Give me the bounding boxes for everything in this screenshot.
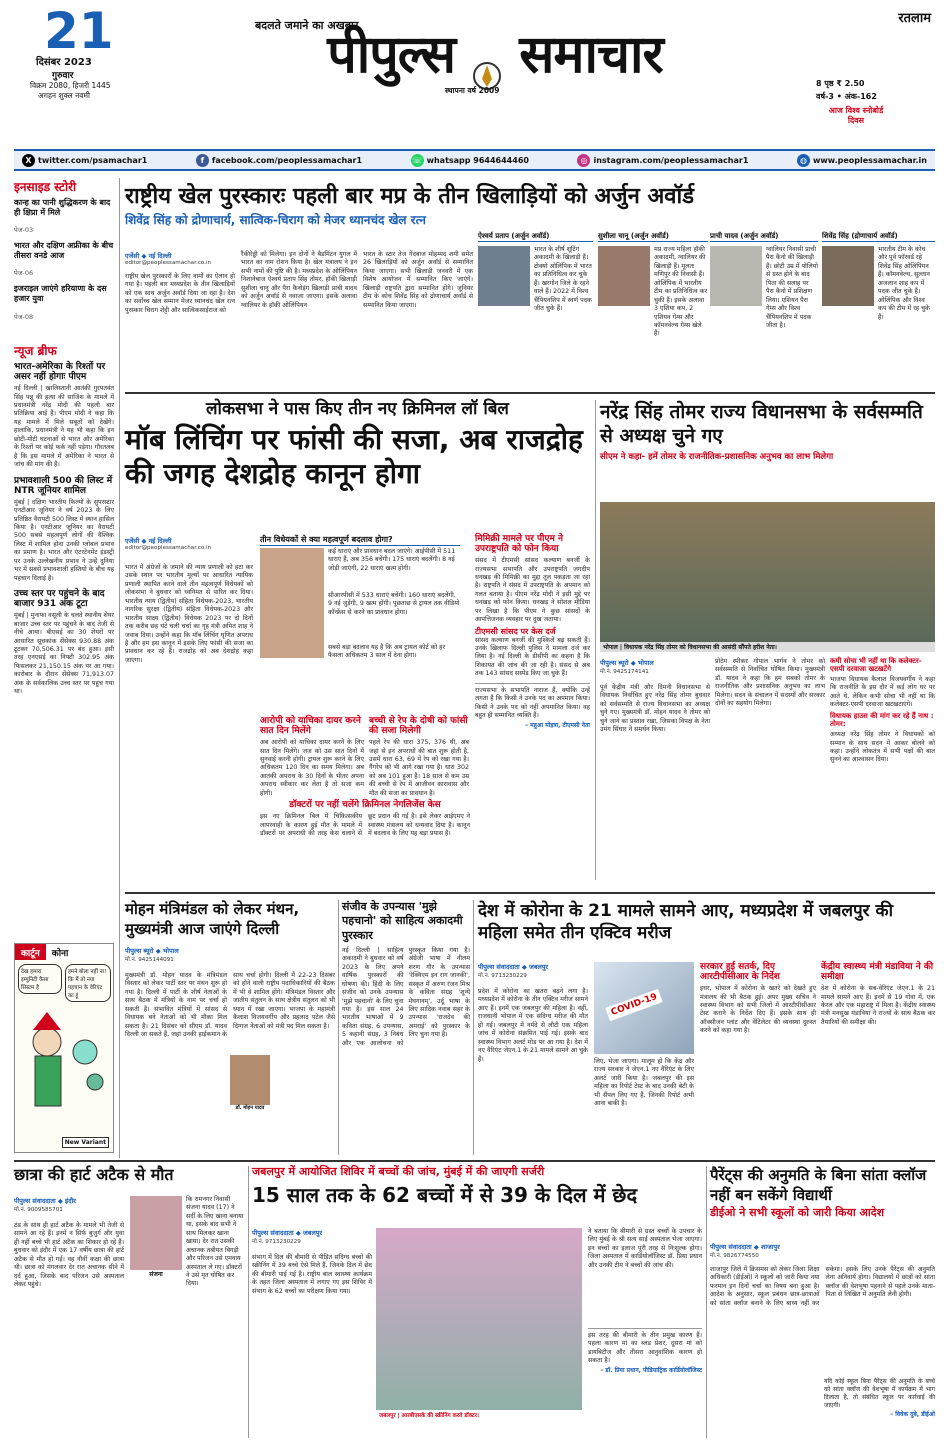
mohan-photo-box bbox=[230, 1055, 270, 1113]
cartoon-drawing bbox=[15, 1002, 113, 1152]
box-title: तीन विधेयकों से क्या महत्वपूर्ण बदलाव होगा? bbox=[260, 534, 460, 546]
brief-headline: प्रभावशाली 500 की लिस्ट में NTR जूनियर शामिल bbox=[14, 475, 113, 496]
assembly-photo bbox=[600, 502, 935, 642]
masthead-name-left: पीपुल्स bbox=[327, 25, 456, 85]
date-day: 21 bbox=[44, 2, 114, 60]
city-name: रतलाम bbox=[898, 11, 931, 26]
box-point: कई धाराएं और प्रावधान बदल जाएंगे। आईपीसी में 511 धाराएं हैं, अब 356 बचेंगी। 175 धाराएं बदलेंगी। 8 नई जोड़ी जाएंगी, 22 धाराएं खत्म होंगी। bbox=[328, 548, 456, 572]
brief-headline: उच्च स्तर पर पहुंचने के बाद बाजार 931 अंक टूटा bbox=[14, 589, 105, 610]
established: स्थापना वर्ष 2009 bbox=[445, 86, 500, 95]
phone: मो.नं. 9713230229 bbox=[478, 973, 527, 979]
amit-shah-photo bbox=[260, 548, 324, 658]
sanjeev-headline: संजीव के उपन्यास 'मुझे पहचानो' को साहित्य अकादमी पुरस्कार bbox=[342, 900, 463, 942]
player-name: शिवेंद्र सिंह (द्रोणाचार्य अवॉर्ड) bbox=[822, 232, 935, 242]
student-photo bbox=[130, 1196, 182, 1270]
camp-body: ने बताया कि बीमारी से ग्रस्त बच्चों के उपचार के लिए मुंबई के श्री सत्य साईं अस्पताल भेजा जाएगा। इन बच्चों का इलाज पूरी तरह से निःशुल्क होगा। जिला अस्पताल में कार्डियोलॉजिस्ट डॉ. प्रिया प्रधान और उनकी टीम ने बच्चों की जांच की। bbox=[588, 1228, 702, 1269]
volume: वर्ष-3 • अंक-162 bbox=[816, 92, 877, 101]
corona-body: प्रदेश में कोरोना का खतरा बढ़ने लगा है। मध्यप्रदेश में कोरोना के तीन एक्टिव मरीज सामने आए हैं। इनमें एक जबलपुर की महिला है। वहीं, राजधानी भोपाल में एक संदिग्ध मरीज की मौत हो गई। जबलपुर में नर्मदे से लौटी एक महिला जांच में कोरोना संक्रमित पाई गई। इसके बाद स्वास्थ्य विभाग अलर्ट मोड पर आ गया है। देश में नए वैरिएंट जेएन.1 के 21 मामले सामने आ चुके हैं। bbox=[478, 988, 588, 1063]
bill-changes-box bbox=[260, 534, 460, 712]
quote-author: – महुआ मोइत्रा, टीएमसी नेता bbox=[525, 721, 590, 729]
sports-subheadline: शिवेंद्र सिंह को द्रोणाचार्य, सात्विक-चिराग को मेजर ध्यानचंद खेल रत्न bbox=[125, 212, 426, 227]
cartoon-subtitle: कोना bbox=[51, 949, 69, 959]
x-icon: X bbox=[22, 154, 35, 167]
byline: पीपुल्स ब्यूरो ◆ भोपाल bbox=[125, 947, 179, 955]
byline: पीपुल्स संवाददाता ◆ इंदौर bbox=[14, 1197, 76, 1205]
box-point: सीआरपीसी में 533 धाराएं बचेंगी। 160 धाराएं बदलेंगी, 9 नई जुड़ेंगी, 9 खत्म होंगी। पूछताछ से ट्रायल तक वीडियो कॉन्फ्रेंस से करने का प्रावधान होगा। bbox=[328, 592, 460, 616]
brief-headline: भारत-अमेरिका के रिश्तों पर असर नहीं होगाः पीएम bbox=[14, 362, 106, 383]
social-whatsapp[interactable]: ☏ whatsapp 9644644460 bbox=[412, 155, 529, 165]
byline: पीपुल्स संवाददाता ◆ शाजापुर bbox=[710, 1243, 780, 1251]
mohan-body: मुख्यमंत्री डॉ. मोहन यादव के मंत्रिमंडल विस्तार को लेकर पार्टी स्तर पर मंथन शुरू हो गया है। दिल्ली में पार्टी के शीर्ष नेताओं के साथ बैठक में मंत्रियों के नाम पर चर्चा हो सकती है। संभावित मंत्रियों में सांसद से विधायक बने नेताओं को भी मौका मिल सकता है। 21 दिसंबर को सीएम डॉ. यादव दिल्ली जा सकते हैं, जहां उनकी हाईकमान के साथ चर्चा होगी। दिल्ली में 22-23 दिसंबर को होने वाली राष्ट्रीय पदाधिकारियों की बैठक में भी वे शामिल होंगे। मंत्रिमंडल विस्तार और जातीय संतुलन के साथ क्षेत्रीय संतुलन को भी ध्यान में रखा जाएगा। भाजपा के महामंत्री कैलाश विजयवर्गीय और प्रहलाद पटेल जैसे दिग्गज नेताओं को मंत्री पद मिल सकता है। bbox=[125, 972, 335, 1039]
side-body: इधर, भोपाल में कोरोना के खतरे को देखते हुए मंत्रालय की भी बैठक हुई। अपर मुख्य सचिव ने स्वास्थ्य विभाग को सभी जिलों में आरटीपीसीआर टेस्ट कराने के निर्देश दिए हैं। इसके साथ ही ऑक्सीजन प्लांट और वेंटिलेटर की व्यवस्था दुरुस्त करने को कहा गया है। bbox=[700, 985, 816, 1035]
inside-item[interactable]: भारत और दक्षिण अफ्रीका के बीच तीसरा वनडे आज पेज-06 bbox=[14, 241, 114, 278]
santa-story bbox=[710, 1166, 935, 1438]
camp-kicker: जबलपुर में आयोजित शिविर में बच्चों की जांच, मुंबई में की जाएगी सर्जरी bbox=[252, 1165, 545, 1178]
sports-body: रैंकीरेड्डी को मिलेगा। इन दोनों ने बैडमिंटन युगल में भारत का नाम रोशन किया है। खेल मंत्रालय ने इन सभी नामों की पुष्टि की है। मध्यप्रदेश के ओलिंपियन निशानेबाज ऐश्वर्य प्रताप सिंह तोमर, हॉकी खिलाड़ी सुशीला चानू और पैरा कैनोइंग खिलाड़ी प्राची यादव को अर्जुन अवॉर्ड से नवाजा जाएगा। इसके अलावा ग्वालियर के हॉकी ओलिंपियन bbox=[241, 251, 357, 309]
crime-kicker: लोकसभा ने पास किए तीन नए क्रिमिनल लॉ बिल bbox=[206, 399, 509, 419]
box-point: सबसे बड़ा बदलाव यह है कि अब ट्रायल कोर्ट को हर फैसला अधिकतम 3 साल में देना होगा। bbox=[328, 644, 446, 660]
player-name: प्राची यादव (अर्जुन अवॉर्ड) bbox=[710, 232, 818, 242]
sports-headline: राष्ट्रीय खेल पुरस्कारः पहली बार मप्र के तीन खिलाड़ियों को अर्जुन अवॉर्ड bbox=[125, 184, 695, 209]
byline: एजेंसी ◆ नई दिल्ली bbox=[125, 252, 172, 260]
phone: मो.नं. 9425144091 bbox=[125, 957, 174, 963]
brief-body: नई दिल्ली | खालिस्तानी आतंकी गुरपतवंत सिंह पन्नू की हत्या की साजिश के मामले में प्रधानमंत्री नरेंद्र मोदी की पहली बार प्रतिक्रिया आई है। पीएम मोदी ने कहा कि यह मामले में मिले सबूतों को देखेंगे। हालांकि, प्रधानमंत्री ने यह भी कहा कि इन छोटी-मोटी घटनाओं से भारत और अमेरिका के रिश्तों पर कोई फर्क नहीं पड़ेगा। गौरतलब है कि इस मामले में अमेरिका ने भारत से जांच की मांग की है। bbox=[14, 385, 114, 469]
instagram-icon: ◎ bbox=[577, 154, 590, 167]
player-card bbox=[710, 232, 818, 382]
side-body: भाजपा विधायक कैलाश विजयवर्गीय ने कहा कि राजनीति के इस दौर में कई लोग घर पर आते थे, लेकिन कभी सोचा भी नहीं था कि कलेक्टर-एसपी दरवाजा खटखटाएंगे। bbox=[830, 675, 935, 708]
player-name: सुशीला चानू (अर्जुन अवॉर्ड) bbox=[598, 232, 708, 242]
player-text: भारत के शीर्ष शूटिंग अकादमी के खिलाड़ी हैं। टोक्यो ओलिंपिक में भारत का प्रतिनिधित्व कर चुके हैं। खरगोन जिले के रहने वाले हैं। 2022 में विश्व चैंपियनशिप में स्वर्ण पदक जीत चुके हैं। bbox=[534, 246, 592, 313]
tomar-headline: नरेंद्र सिंह तोमर राज्य विधानसभा के सर्वसम्मति से अध्यक्ष चुने गए bbox=[600, 401, 923, 448]
side-headline: सरकार हुई सतर्क, दिए आरटीपीसीआर के निर्देश bbox=[700, 962, 780, 983]
heart-camp-story bbox=[252, 1166, 702, 1438]
brief-body: मुंबई | मुनाफा वसूली के चलते स्थानीय शेयर बाजार उच्च स्तर पर पहुंचने के बाद तेजी से नीचे आया। बीएसई का 30 शेयरों पर आधारित सूचकांक सेंसेक्स 930.88 अंक टूटकर 70,506.31 पर बंद हुआ। इसी तरह एनएसई का निफ्टी 302.95 अंक फिसलकर 21,150.15 अंक पर आ गया। कारोबार के दौरान सेंसेक्स 71,913.07 अंक के सर्वकालिक उच्च स्तर पर पहुंच गया था। bbox=[14, 612, 114, 696]
inside-item[interactable]: इजराइल जाएंगे हरियाणा के दस हजार युवा पेज-08 bbox=[14, 284, 107, 321]
email: editor@peoplessamachar.co.in bbox=[125, 545, 212, 551]
brief-title: न्यूज ब्रीफ bbox=[14, 344, 57, 358]
byline: पीपुल्स संवाददाता ◆ जबलपुर bbox=[252, 1229, 323, 1237]
camp-photo bbox=[376, 1228, 582, 1410]
sanjeev-body: नई दिल्ली | साहित्य अकादमी ने बुधवार को वर्ष 2023 के लिए अपने वार्षिक पुरस्कारों की घोषणा की। हिंदी के लिए संजीव को उनके उपन्यास 'मुझे पहचानो' के लिए चुना गया है। इस साल 24 भारतीय भाषाओं में 9 कविता संग्रह, 6 उपन्यास, 5 कहानी संग्रह, 3 निबंध और एक आलोचना को पुरस्कृत किया गया है। अंग्रेजी भाषा में नीलम शरण गौर के उपन्यास 'रेक्विएम इन राग जानकी', संस्कृत में अरुण रंजन मिश्र के कविता संग्रह 'शून्ये मेघगानम्', उर्दू भाषा के लिए सादिक नवाब सहर के उपन्यास 'राजदेव की अमराई' को पुरस्कार के लिए चुना गया है। bbox=[342, 946, 470, 1047]
photo-caption: जबलपुर | आरबीएसके की स्क्रीनिंग करते डॉक्टर। bbox=[376, 1410, 582, 1420]
byline: पीपुल्स ब्यूरो ◆ भोपाल bbox=[600, 659, 654, 667]
player-photo bbox=[478, 246, 530, 306]
inside-title: इनसाइड स्टोरी bbox=[14, 180, 77, 194]
student-body: ठंड के साथ ही हार्ट अटैक के मामले भी तेजी से सामने आ रहे हैं। इनमें न सिर्फ बुजुर्ग और युवा ही नहीं बच्चे भी हार्ट अटैक का शिकार हो रहे हैं। बुधवार को इंदौर में एक 17 वर्षीय छात्रा की हार्ट अटैक से मौत हो गई। वह नौवीं कक्षा की छात्रा थी। छात्रा को मंगलवार देर रात अचानक सीने में दर्द हुआ, जिसके बाद परिजन उसे अस्पताल लेकर पहुंचे। bbox=[14, 1222, 124, 1289]
social-bar bbox=[14, 149, 935, 171]
phone: मो.नं. 9425174141 bbox=[600, 669, 649, 675]
sub-body: अब आरोपी को याचिका दायर करने के लिए सात दिन मिलेंगे। जज को उस सात दिनों में सुनवाई करनी होगी। ट्रायल शुरू करने के लिए अधिकतम 120 दिन का समय मिलेगा। अब आतंकी अपराध के 30 दिनों के भीतर अपना अपराध स्वीकार कर लेता है तो सजा कम होगी। bbox=[260, 739, 364, 797]
sub-body: पहले रेप की धारा 375, 376 थी, अब जहां से इन अपराधों की बात शुरू होती है, उसमें धारा 63, 69 में रेप को रखा गया है। गैंगरेप को भी आगे रखा गया है। धारा 302 को अब 101 हुआ है। 18 साल से कम उम्र की बच्ची से रेप में आजीवन कारावास और मौत की सजा का प्रावधान है। bbox=[369, 739, 469, 797]
vikram-samvat: विक्रम 2080, हिजरी 1445 bbox=[30, 81, 111, 90]
tomar-body: प्रोटेम स्पीकर गोपाल भार्गव ने तोमर को सर्वसम्मति से निर्वाचित घोषित किया। मुख्यमंत्री डॉ. यादव ने कहा कि हम सबको तोमर के राजनीतिक और प्रशासनिक अनुभव का लाभ मिलेगा। सदन के संचालन में सदस्यों और सरकार दोनों का सहयोग मिलेगा। bbox=[715, 658, 825, 708]
sports-body: भारत के स्टार तेज गेंदबाज मोहम्मद शमी समेत 26 खिलाड़ियों को अर्जुन अवॉर्ड से सम्मानित किया जाएगा। सभी खिलाड़ी जनवरी में एक विशेष आयोजन में सम्मानित किए जाएंगे। खिलाड़ी राष्ट्रपति द्वारा सम्मानित होंगे। जूनियर टीम के कोच शिवेंद्र सिंह को द्रोणाचार्य अवॉर्ड से सम्मानित किया जाएगा। bbox=[363, 251, 473, 309]
social-twitter[interactable]: X twitter.com/psamachar1 bbox=[22, 154, 147, 167]
photo-caption: डॉ. मोहन यादव bbox=[230, 1105, 270, 1111]
tomar-subheadline: सीएम ने कहा- हमें तोमर के राजनीतिक-प्रशासनिक अनुभव का लाभ मिलेगा bbox=[600, 451, 834, 462]
special-day: आज विश्व स्नोबोर्ड दिवस bbox=[828, 106, 884, 125]
cartoon-bubble: हमने बोला नहीं ना! कि मैं तो नया पहचान के वेरिएंट का हूं bbox=[65, 964, 111, 1002]
month-year: दिसंबर 2023 bbox=[36, 57, 92, 68]
player-text: भारतीय टीम के कोच और पूर्व फॉरवर्ड रहे शिवेंद्र सिंह ओलिंपियन हैं। कॉमनवेल्थ, सुल्तान अजलान शाह कप में पदक जीत चुके हैं। ओलिंपिक और विश्व कप की टीम में रह चुके हैं। bbox=[878, 246, 930, 321]
tmc-body: सांसद कल्याण बनर्जी की मुश्किलें बढ़ सकती हैं। उनके खिलाफ दिल्ली पुलिस ने मामला दर्ज कर लिया है। नई दिल्ली के डीसीपी का कहना है कि शिकायत की जांच की जा रही है। संसद से अब तक 143 सांसद सस्पेंड किए जा चुके हैं। bbox=[475, 636, 590, 678]
player-photo bbox=[822, 246, 874, 306]
quote-author: – विवेक दुबे, डीईओ bbox=[890, 1411, 935, 1419]
mahua-quote: राज्यसभा के सभापति नाराज हैं, क्योंकि उन्हें लगता है कि किसी ने उनके पद का अपमान किया। किसी ने उनके पद को नहीं अपमानित किया। वह बहुत ही सम्मानित व्यक्ति हैं। bbox=[475, 683, 590, 721]
tmc-headline: टीएमसी सांसद पर केस दर्ज bbox=[475, 626, 556, 636]
sub-body: इस नए क्रिमिनल बिल में चिकित्सकीय लापरवाही के कारण हुई मौत के मामले में डॉक्टरों पर अपराधी की तरह केस चलाने से छूट प्रदान की गई है। इसे लेकर आईएमए ने स्वास्थ्य मंत्रालय को धन्यवाद दिया है। कानून में बदलाव के लिए यह बड़ा प्रयास है। bbox=[260, 813, 470, 837]
phone: मो.नं. 9826774550 bbox=[710, 1253, 759, 1259]
photo-caption: संजना bbox=[149, 1271, 163, 1278]
mimicry-body: संसद में टीएमसी सांसद कल्याण बनर्जी के राज्यसभा सभापति और उपराष्ट्रपति जगदीप धनखड़ की मिमिक्री का मुद्दा तूल पकड़ता जा रहा है। राष्ट्रपति ने संसद में उपराष्ट्रपति के अपमान को गलत बताया है। पीएम नरेंद्र मोदी ने इसी मुद्दे पर धनखड़ को फोन किया। धनखड़ ने सोशल मीडिया पर लिखा है कि पीएम ने कुछ सांसदों के आपत्तिजनक व्यवहार पर दुख जताया। bbox=[475, 557, 590, 624]
player-text: ग्वालियर निवासी प्राची पैरा कैनो की खिलाड़ी हैं। छोटी उम्र में पोलियो से ग्रस्त होने के बाद पिता की सलाह पर पैरा कैनो में प्रशिक्षण लिया। एशियन पैरा गेम्स और विश्व चैंपियनशिप में पदक जीता है। bbox=[766, 246, 818, 329]
crime-law-story bbox=[125, 400, 590, 880]
side-headline: कमी सोचा भी नहीं था कि कलेक्टर-एसपी दरवाजा खटखटेंगे bbox=[830, 657, 922, 673]
sanjeev-story bbox=[342, 900, 470, 1155]
player-text: मप्र राज्य महिला हॉकी अकादमी, ग्वालियर की खिलाड़ी हैं। मूलतः मणिपुर की निवासी हैं। ओलिंपिक में भारतीय टीम का प्रतिनिधित्व कर चुकी हैं। इसके अलावा 3 एशिया कप, 2 एशियन गेम्स और कॉमनवेल्थ गेम्स खेले हैं। bbox=[654, 246, 708, 338]
phone: मो.नं. 9009585701 bbox=[14, 1207, 63, 1213]
tomar-story bbox=[600, 400, 935, 880]
byline: पीपुल्स संवाददाता ◆ जबलपुर bbox=[478, 963, 549, 971]
tomar-body: पूर्व केंद्रीय मंत्री और दिमनी विधानसभा से विधायक निर्वाचित हुए नरेंद्र सिंह तोमर बुधवार को सर्वसम्मति से राज्य विधानसभा का अध्यक्ष चुने गए। मुख्यमंत्री डॉ. मोहन यादव ने तोमर को चुने जाने का प्रस्ताव रखा, जिसका विपक्ष के नेता उमंग सिंघार ने समर्थन किया। bbox=[600, 684, 710, 734]
masthead-name-right: समाचार bbox=[519, 25, 663, 85]
cartoon-title: कार्टून bbox=[15, 944, 46, 960]
social-website[interactable]: ◍ www.peoplessamachar.in bbox=[797, 154, 927, 167]
corona-story bbox=[478, 900, 935, 1155]
phone: मो.नं. 9713230229 bbox=[252, 1239, 301, 1245]
inside-item[interactable]: कान्ह का पानी शुद्धिकरण के बाद ही क्षिप्रा में मिले पेज-03 bbox=[14, 198, 111, 235]
corona-headline: देश में कोरोना के 21 मामले सामने आए, मध्यप्रदेश में जबलपुर की महिला समेत तीन एक्टिव मरीज bbox=[478, 901, 893, 944]
paksha: अगहन शुक्ल नवमी bbox=[38, 91, 90, 100]
side-body: अध्यक्ष नरेंद्र सिंह तोमर ने विधायकों को सम्मान के साथ सदन में आकर बोलने को कहा। उन्होंने लोकतंत्र में सभी पक्षों की बात सुनने का आश्वासन दिया। bbox=[830, 731, 935, 764]
byline: एजेंसी ◆ नई दिल्ली bbox=[125, 537, 172, 545]
deo-quote: यदि कोई स्कूल बिना पैरेंट्स की अनुमति के बच्चे को सांता क्लॉज की वेशभूषा में कार्यक्रम में भाग दिलाता है, तो संबंधित स्कूल पर कार्रवाई की जाएगी। – विवेक दुबे, डीईओ bbox=[824, 1378, 935, 1419]
tagline: बदलते जमाने का अखबार bbox=[255, 19, 359, 32]
quote-author: – डॉ. प्रिया प्रधान, पीडियाट्रिक कार्डियोलॉजिस्ट bbox=[600, 1366, 702, 1374]
player-name: ऐश्वर्य प्रताप (अर्जुन अवॉर्ड) bbox=[478, 232, 593, 242]
side-body: देश में कोरोना के सब-वेरिएंट जेएन.1 के 21 मामले सामने आए हैं। इनमें से 19 गोवा में, एक केरल और एक महाराष्ट्र में मिला है। केंद्रीय स्वास्थ्य मंत्री मनसुख मंडाविया ने राज्यों के साथ बैठक कर तैयारियों की समीक्षा की। bbox=[821, 985, 935, 1026]
globe-icon: ◍ bbox=[797, 154, 810, 167]
covid-label: COVID-19 bbox=[605, 989, 663, 1021]
mohan-photo bbox=[230, 1055, 270, 1105]
edition-box bbox=[800, 8, 935, 125]
inside-story bbox=[14, 178, 114, 338]
side-headline: विधायक हाउस की मांग कर रहे हैं नाथ : तोमर: bbox=[830, 712, 934, 729]
cartoon-bubble: देख हमारा इम्युनिटी कैसा सिस्टम है bbox=[18, 964, 62, 994]
subhead: आरोपी को याचिका दायर करने सात दिन मिलेंगे bbox=[260, 716, 361, 737]
pen-logo-icon bbox=[472, 43, 502, 73]
santa-body: शाजापुर जिले में क्रिसमस को लेकर जिला शिक्षा अधिकारी (डीईओ) ने स्कूलों को जारी किया नया फरमान इन दिनों चर्चा का विषय बना हुआ है। आदेश के अनुसार, स्कूल प्रबंधन छात्र-छात्राओं को सांता क्लॉज बनाने के लिए बाध्य नहीं कर सकेगा। इसके लिए उनके पैरेंट्स की अनुमति लेना अनिवार्य होगा। विद्यालयों में छात्रों को सांता क्लॉज की वेशभूषा पहनाने से पहले उनके माता-पिता से लिखित में अनुमति लेनी होगी। bbox=[710, 1266, 935, 1307]
email: editor@peoplessamachar.co.in bbox=[125, 260, 212, 266]
weekday: गुरुवार bbox=[52, 71, 74, 81]
santa-headline: पैरेंट्स की अनुमति के बिना सांता क्लॉज नहीं बन सकेंगे विद्यार्थी bbox=[710, 1166, 927, 1204]
student-body: कि रामनगर निवासी संजना यादव (17) ने सर्दी के लिए खाना बनाया था, इसके बाद सभी ने साथ मिलकर खाना खाया। देर रात उसकी अचानक तबीयत बिगड़ी और परिजन उसे एमवाय अस्पताल ले गए। डॉक्टरों ने उसे मृत घोषित कर दिया। bbox=[186, 1196, 244, 1288]
photo-caption: भोपाल | विधायक नरेंद्र सिंह तोमर को विधानसभा की आसंदी सौंपते हरीश नेता। bbox=[600, 642, 935, 652]
date-box bbox=[14, 2, 144, 100]
student-headline: छात्रा की हार्ट अटैक से मौत bbox=[14, 1165, 174, 1184]
doctor-quote: इस तरह की बीमारी के तीन प्रमुख कारण हैं। पहला कारण मां का ब्लड प्रेशर, दूसरा मां को डायबिटीज और तीसरा आनुवांशिक कारण हो सकता है। – डॉ. प्रिया प्रधान, पीडियाट्रिक कार्डियोलॉजिस्ट bbox=[588, 1328, 702, 1438]
camp-body: संभाग में दिल की बीमारी से पीड़ित संदिग्ध बच्चों की स्क्रीनिंग में 39 बच्चे ऐसे मिले हैं, जिनके दिल में छेद की बीमारी पाई गई है। राष्ट्रीय बाल स्वास्थ्य कार्यक्रम के तहत जिला अस्पताल में लगाए गए इस शिविर में संभाग के 62 बच्चों का परीक्षण किया गया। bbox=[252, 1254, 372, 1295]
side-headline: केंद्रीय स्वास्थ्य मंत्री मंडाविया ने की समीक्षा bbox=[821, 962, 934, 983]
player-card bbox=[598, 232, 708, 382]
crime-headline: मॉब लिंचिंग पर फांसी की सजा, अब राजद्रोह की जगह देशद्रोह कानून होगा bbox=[125, 423, 583, 491]
mimicry-headline: मिमिक्री मामले पर पीएम ने उपराष्ट्रपति को फोन किया bbox=[475, 534, 563, 555]
social-facebook[interactable]: f facebook.com/peoplessamachar1 bbox=[196, 154, 362, 167]
cartoon-tag: New Variant bbox=[62, 1137, 109, 1148]
masthead bbox=[195, 4, 795, 100]
brief-body: मुंबई | दक्षिण भारतीय फिल्मों के सुपरस्टार एनटीआर जूनियर ने वर्ष 2023 के लिए प्रतिष्ठित वैरायटी 500 लिस्ट में स्थान हासिल किया है। एनटीआर जूनियर का वैरायटी 500 सबसे महत्वपूर्ण लोगों की वैश्विक लिस्ट में शामिल होना उनकी ग्लोबल प्रभाव का प्रमाण है। भारत और एंटरटेनमेंट इंडस्ट्री पर उनके उल्लेखनीय प्रभाव ने उन्हें दुनिया भर में सबसे प्रभावशाली हस्तियों के बीच यह पहचान दिलाई है। bbox=[14, 498, 114, 582]
player-photo bbox=[710, 246, 762, 306]
corona-body: लिए, भेजा जाएगा। मालूम हो कि केंद्र और राज्य सरकार ने जेएन.1 नए वैरिएंट के लिए अलर्ट जारी किया है। जबलपुर की इस महिला का रिपोर्ट टेस्ट के बाद उनकी बेटी के भी सैंपल लिए गए हैं, जिनकी रिपोर्ट अभी आना बाकी है। bbox=[594, 1058, 694, 1108]
player-card bbox=[478, 232, 593, 382]
subhead: डॉक्टरों पर नहीं चलेंगे क्रिमिनल नेगलिजेंस केस bbox=[289, 800, 441, 810]
price: 8 पृष्ठ ₹ 2.50 bbox=[816, 79, 865, 88]
student-story bbox=[14, 1166, 244, 1438]
sports-body: राष्ट्रीय खेल पुरस्कारों के लिए नामों का ऐलान हो गया है। पहली बार मध्यप्रदेश के तीन खिलाड़ियों को एक साथ अर्जुन अवॉर्ड दिया जा रहा है। देश का सर्वोच्च खेल सम्मान मेजर ध्यानचंद खेल रत्न पुरस्कार चिराग शेट्टी और सात्विकसाईराज को bbox=[125, 273, 235, 314]
santa-subheadline: डीईओ ने सभी स्कूलों को जारी किया आदेश bbox=[710, 1206, 885, 1219]
mohan-headline: मोहन मंत्रिमंडल को लेकर मंथन, मुख्यमंत्री आज जाएंगे दिल्ली bbox=[125, 900, 300, 938]
cartoon-box bbox=[14, 943, 114, 1153]
facebook-icon: f bbox=[196, 154, 209, 167]
player-card bbox=[822, 232, 935, 382]
player-photo bbox=[598, 246, 650, 306]
covid-photo bbox=[594, 962, 694, 1054]
camp-headline: 15 साल तक के 62 बच्चों में से 39 के दिल में छेद bbox=[252, 1183, 638, 1208]
news-brief bbox=[14, 342, 114, 942]
whatsapp-icon: ☏ bbox=[412, 155, 423, 165]
mohan-story bbox=[125, 900, 335, 1155]
social-instagram[interactable]: ◎ instagram.com/peoplessamachar1 bbox=[577, 154, 748, 167]
crime-body: भारत में अंग्रेजों के जमाने की न्याय प्रणाली को हटा कर उसके स्थान पर भारतीय मूल्यों पर आधारित न्यायिक प्रणाली स्थापित करने वाले तीन महत्वपूर्ण विधेयकों को लोकसभा ने बुधवार को ध्वनिमत से पारित कर दिया। भारतीय न्याय (द्वितीय) संहिता विधेयक-2023, भारतीय नागरिक सुरक्षा (द्वितीय) संहिता विधेयक-2023 और भारतीय साक्ष्य (द्वितीय) विधेयक 2023 पर दो दिनों तक करीब छह घंटे चली चर्चा का गृह मंत्री अमित शाह ने जवाब दिया। उन्होंने कहा कि मॉब लिंचिंग घृणित अपराध है और हम इस कानून में इसके लिए फांसी की सजा का प्रावधान कर रहे हैं। राजद्रोह को अब देशद्रोह कहा जाएगा। bbox=[125, 564, 253, 664]
subhead: बच्ची से रेप के दोषी को फांसी की सजा मिलेगी bbox=[369, 716, 468, 737]
